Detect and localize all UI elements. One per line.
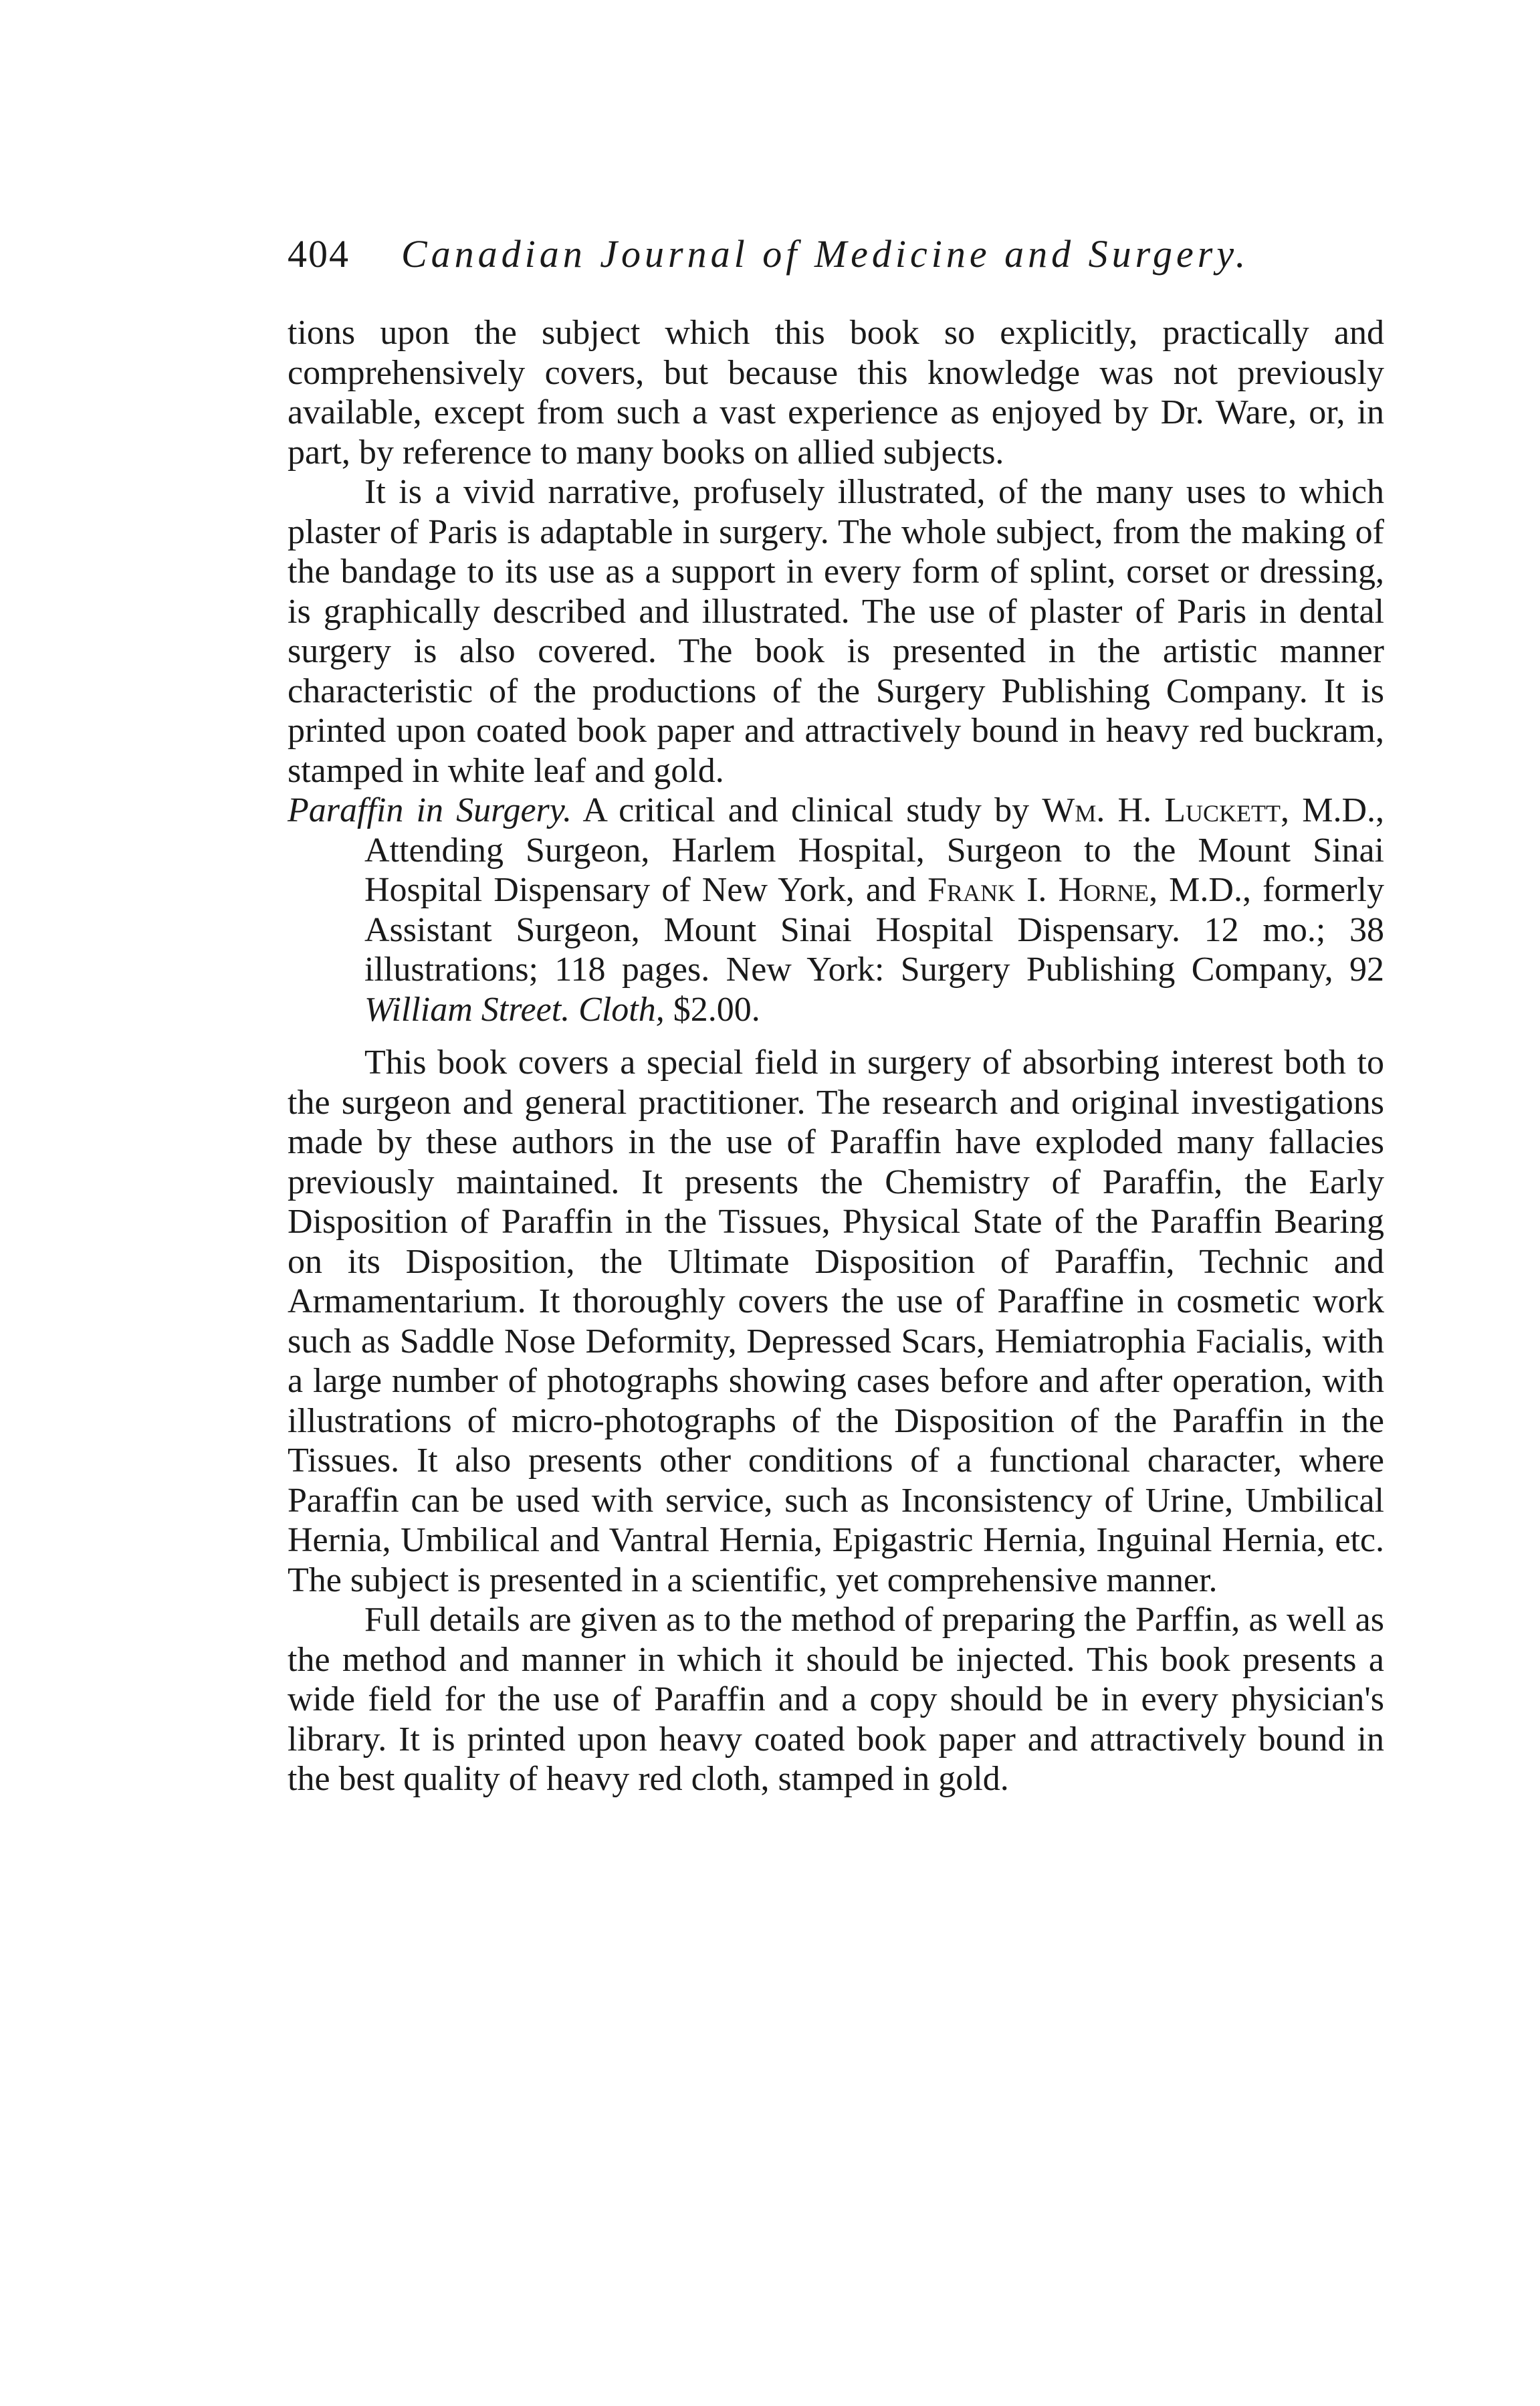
page-body — [288, 313, 1384, 1799]
running-head — [288, 227, 1384, 281]
publisher-address: William Street. — [364, 990, 570, 1029]
price: $2.00. — [664, 990, 760, 1029]
review1-paragraph-2: It is a vivid narrative, profusely illustrated, of the many uses to which plaster of Paris is adaptable in surgery. The whole subject, from the making of the bandage to its use as a support in every form of splint, corset or dressing, is graphically described and illustrated. The use of plaster of Paris in dental surgery is also covered. The book is presented in the artistic manner characteristic of the productions of the Surgery Publishing Company. It is printed upon coated book paper and attractively bound in heavy red buckram, stamped in white leaf and gold. — [288, 473, 1384, 790]
binding: Cloth, — [578, 990, 665, 1029]
author-name-horne: Frank I. Horne — [927, 871, 1149, 909]
book-title: Paraffin in Surgery. — [288, 791, 572, 829]
author-details-luckett: , M.D., Attending Surgeon, Harlem Hospital, Surgeon to the Mount Sinai Hospital Dispensary of New York, and — [364, 791, 1385, 909]
review1-paragraph-1: tions upon the subject which this book so explicitly, practically and comprehensively covers, but because this knowledge was not previously available, except from such a vast experience as enjoyed by Dr. Ware, or, in part, by reference to many books on allied subjects. — [288, 314, 1384, 472]
author-name-luckett: Wm. H. Luckett — [1042, 791, 1281, 829]
section-gap — [288, 1029, 1384, 1043]
author-details-horne: , M.D., formerly Assistant Surgeon, Mount Sinai Hospital Dispensary. 12 mo.; 38 illustrations; 118 pages. New York: Surgery Publishing Company, 92 — [364, 871, 1384, 989]
page-number: 404 — [288, 232, 350, 276]
review2-paragraph-2: Full details are given as to the method of preparing the Parffin, as well as the method and manner in which it should be injected. This book presents a wide field for the use of Paraffin and a copy should be in every physician's library. It is printed upon heavy coated book paper and attractively bound in the best quality of heavy red cloth, stamped in gold. — [288, 1601, 1384, 1798]
heading-intro: A critical and clinical study by — [572, 791, 1042, 829]
journal-title: Canadian Journal of Medicine and Surgery. — [401, 232, 1250, 276]
review2-heading — [288, 791, 1384, 1029]
review2-paragraph-1: This book covers a special field in surgery of absorbing interest both to the surgeon and general practitioner. The research and original investigations made by these authors in the use of Paraffin have exploded many fallacies previously maintained. It presents the Chemistry of Paraffin, the Early Disposition of Paraffin in the Tissues, Physical State of the Paraffin Bearing on its Disposition, the Ultimate Disposition of Paraffin, Technic and Armamentarium. It thoroughly covers the use of Paraffine in cosmetic work such as Saddle Nose Deformity, Depressed Scars, Hemiatrophia Facialis, with a large number of photographs showing cases before and after operation, with illustrations of micro-photographs of the Disposition of the Paraffin in the Tissues. It also presents other conditions of a functional character, where Paraffin can be used with service, such as Inconsistency of Urine, Umbilical Hernia, Umbilical and Vantral Hernia, Epigastric Hernia, Inguinal Hernia, etc. The subject is presented in a scientific, yet comprehensive manner. — [288, 1043, 1384, 1599]
journal-page — [288, 227, 1384, 1799]
